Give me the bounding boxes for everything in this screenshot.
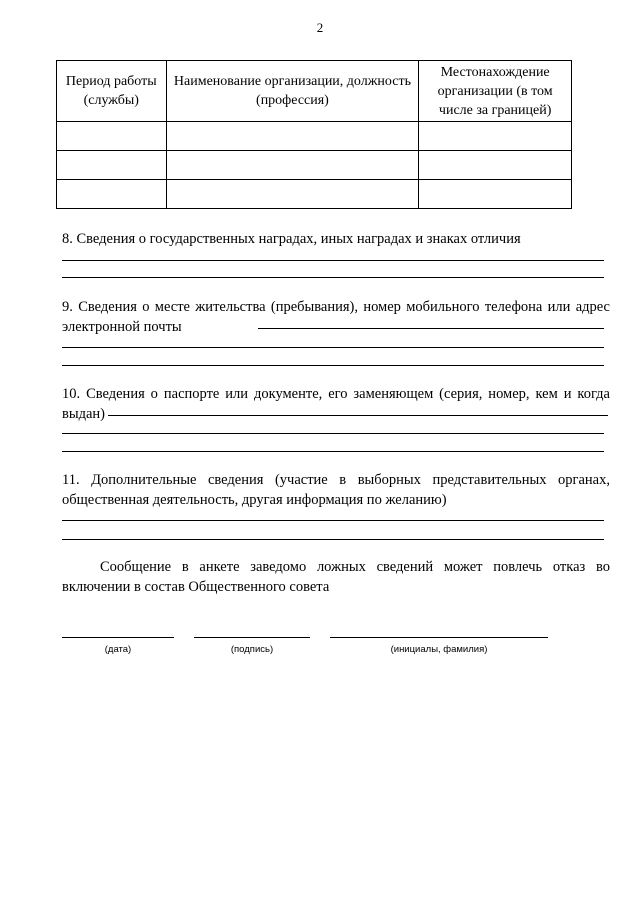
table-row (57, 151, 572, 180)
section-11-additional: 11. Дополнительные сведения (участие в выборных представительных органах, общественная деятельность, другая информация по желанию) (62, 472, 610, 508)
table-cell-organization[interactable] (166, 180, 419, 209)
table-header-row (57, 61, 572, 122)
awards-answer-line[interactable] (62, 277, 604, 278)
passport-answer-line[interactable] (108, 415, 608, 416)
residence-answer-line[interactable] (62, 365, 604, 366)
additional-answer-line[interactable] (62, 539, 604, 540)
signature-label: (подпись) (230, 644, 274, 655)
false-info-notice: Сообщение в анкете заведомо ложных сведений может повлечь отказ во включении в состав Общественного совета (62, 559, 610, 595)
section-9-residence: 9. Сведения о месте жительства (пребывания), номер мобильного телефона или адрес электронной почты (62, 299, 610, 335)
passport-answer-line[interactable] (62, 451, 604, 452)
awards-answer-line[interactable] (62, 260, 604, 261)
page-number: 2 (316, 20, 324, 35)
work-history-table (56, 60, 572, 209)
name-line[interactable] (330, 637, 548, 638)
table-cell-location[interactable] (419, 180, 572, 209)
header-location: Местонахождение организации (в том числе за границей) (419, 61, 572, 122)
table-cell-location[interactable] (419, 122, 572, 151)
additional-answer-line[interactable] (62, 520, 604, 521)
table-cell-period[interactable] (57, 180, 167, 209)
signature-line[interactable] (194, 637, 310, 638)
table-cell-period[interactable] (57, 122, 167, 151)
table-cell-organization[interactable] (166, 151, 419, 180)
table-cell-location[interactable] (419, 151, 572, 180)
residence-answer-line[interactable] (62, 347, 604, 348)
header-period: Период работы (службы) (57, 61, 167, 122)
table-cell-organization[interactable] (166, 122, 419, 151)
table-cell-period[interactable] (57, 151, 167, 180)
header-organization: Наименование организации, должность (профессия) (166, 61, 419, 122)
date-label: (дата) (104, 644, 132, 655)
table-row (57, 180, 572, 209)
section-10-passport: 10. Сведения о паспорте или документе, его заменяющем (серия, номер, кем и когда выдан) (62, 386, 610, 422)
residence-answer-line[interactable] (258, 328, 604, 329)
passport-answer-line[interactable] (62, 433, 604, 434)
name-label: (инициалы, фамилия) (390, 644, 488, 655)
section-8-awards: 8. Сведения о государственных наградах, иных наградах и знаках отличия (62, 231, 521, 247)
table-row (57, 122, 572, 151)
date-line[interactable] (62, 637, 174, 638)
